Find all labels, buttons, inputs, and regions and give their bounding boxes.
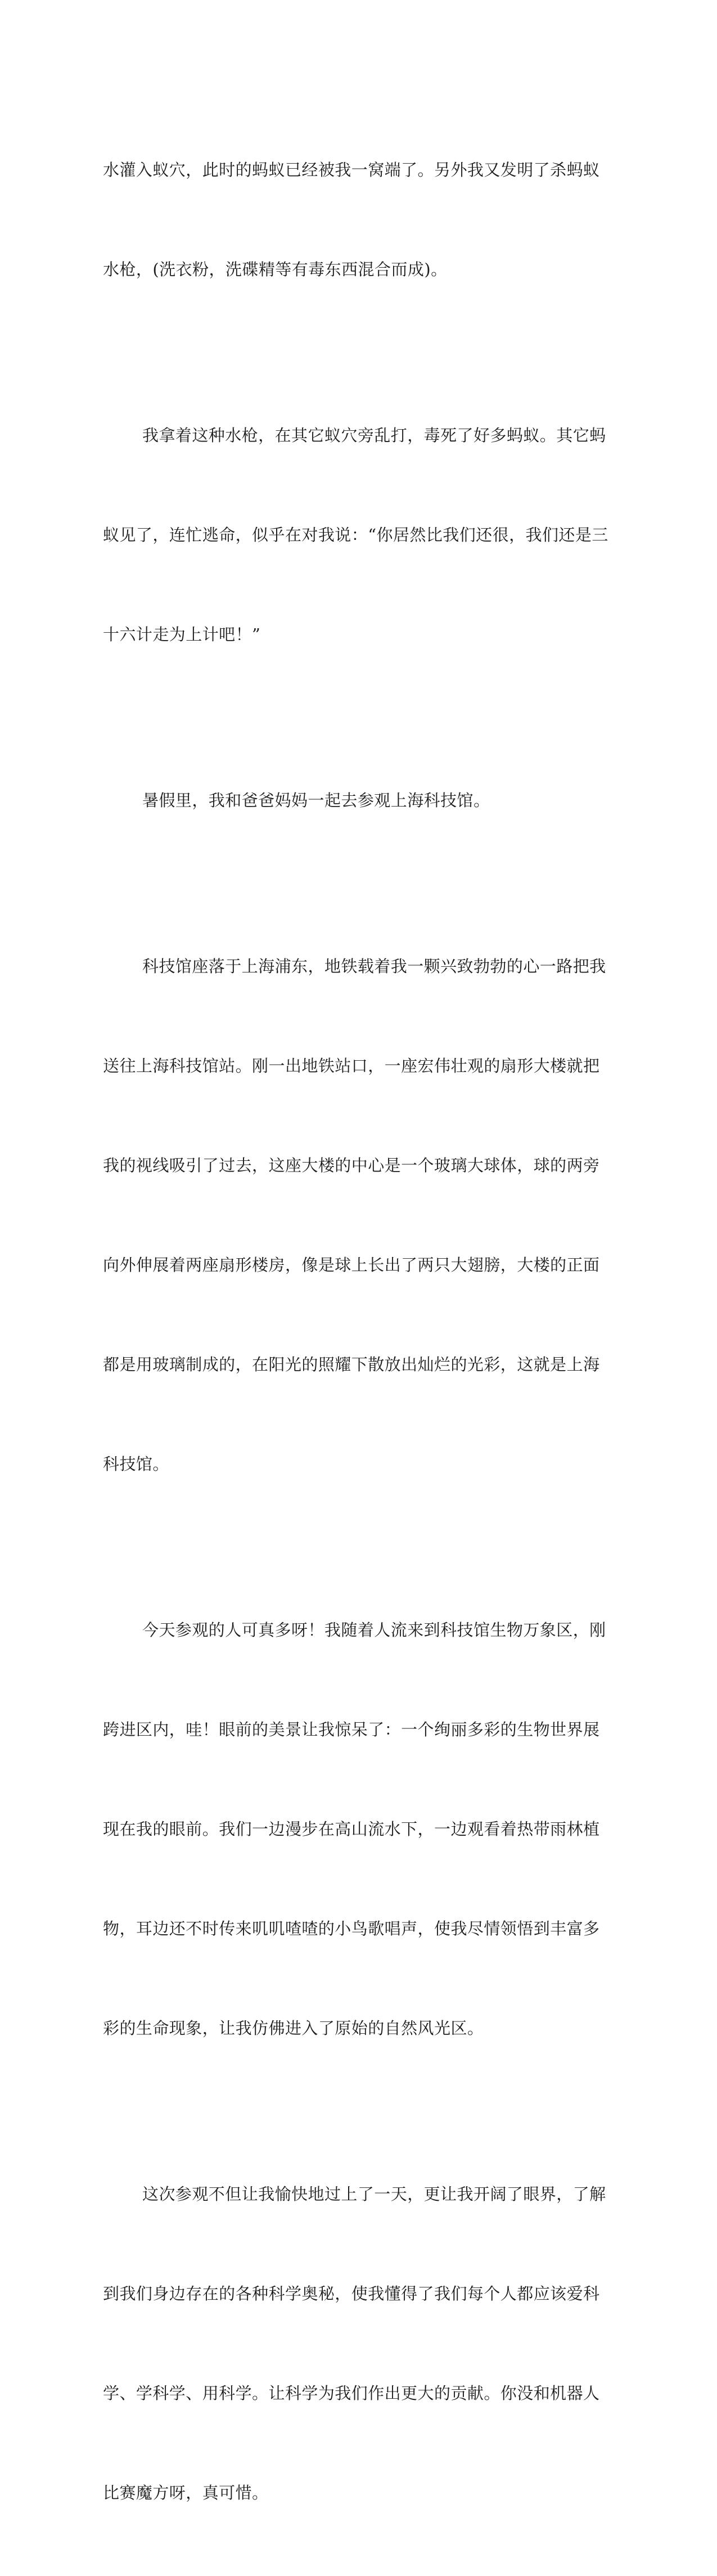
text-line: 送往上海科技馆站。刚一出地铁站口，一座宏伟壮观的扇形大楼就把	[103, 1056, 600, 1075]
paragraph-5	[103, 1547, 606, 2111]
text-line: 物，耳边还不时传来叽叽喳喳的小鸟歌唱声，使我尽情领悟到丰富多	[103, 1919, 600, 1938]
paragraph-3	[103, 718, 581, 884]
paragraph-6	[103, 2111, 606, 2576]
text-line: 这次参观不但让我愉快地过上了一天，更让我开阔了眼界，了解	[142, 2185, 606, 2204]
text-line: 暑假里，我和爸爸妈妈一起去参观上海科技馆。	[142, 791, 490, 810]
text-line: 现在我的眼前。我们一边漫步在高山流水下，一边观看着热带雨林植	[103, 1820, 600, 1839]
paragraph-2	[103, 353, 608, 718]
paragraph-4	[103, 884, 606, 1547]
text-line: 都是用玻璃制成的，在阳光的照耀下散放出灿烂的光彩，这就是上海	[103, 1355, 600, 1374]
text-line: 十六计走为上计吧！”	[103, 625, 261, 644]
text-line: 彩的生命现象，让我仿佛进入了原始的自然风光区。	[103, 2019, 484, 2038]
text-line: 今天参观的人可真多呀！我随着人流来到科技馆生物万象区，刚	[142, 1620, 606, 1640]
text-line: 跨进区内，哇！眼前的美景让我惊呆了：一个绚丽多彩的生物世界展	[103, 1720, 600, 1739]
text-line: 科技馆座落于上海浦东，地铁载着我一颗兴致勃勃的心一路把我	[142, 957, 606, 976]
text-line: 到我们身边存在的各种科学奥秘，使我懂得了我们每个人都应该爱科	[103, 2284, 600, 2303]
text-line: 比赛魔方呀，真可惜。	[103, 2483, 269, 2502]
paragraph-1	[103, 87, 600, 353]
text-line: 我的视线吸引了过去，这座大楼的中心是一个玻璃大球体，球的两旁	[103, 1156, 600, 1175]
text-line: 向外伸展着两座扇形楼房，像是球上长出了两只大翅膀，大楼的正面	[103, 1255, 600, 1275]
text-line: 水灌入蚁穴，此时的蚂蚁已经被我一窝端了。另外我又发明了杀蚂蚁	[103, 160, 600, 179]
text-line: 蚁见了，连忙逃命，似乎在对我说：“你居然比我们还很，我们还是三	[103, 525, 608, 544]
text-line: 学、学科学、用科学。让科学为我们作出更大的贡献。你没和机器人	[103, 2384, 600, 2403]
text-line: 我拿着这种水枪，在其它蚁穴旁乱打，毒死了好多蚂蚁。其它蚂	[142, 426, 606, 445]
text-line: 水枪，(洗衣粉，洗碟精等有毒东西混合而成)。	[103, 260, 448, 279]
body-text	[103, 87, 608, 2576]
text-line: 科技馆。	[103, 1454, 169, 1474]
